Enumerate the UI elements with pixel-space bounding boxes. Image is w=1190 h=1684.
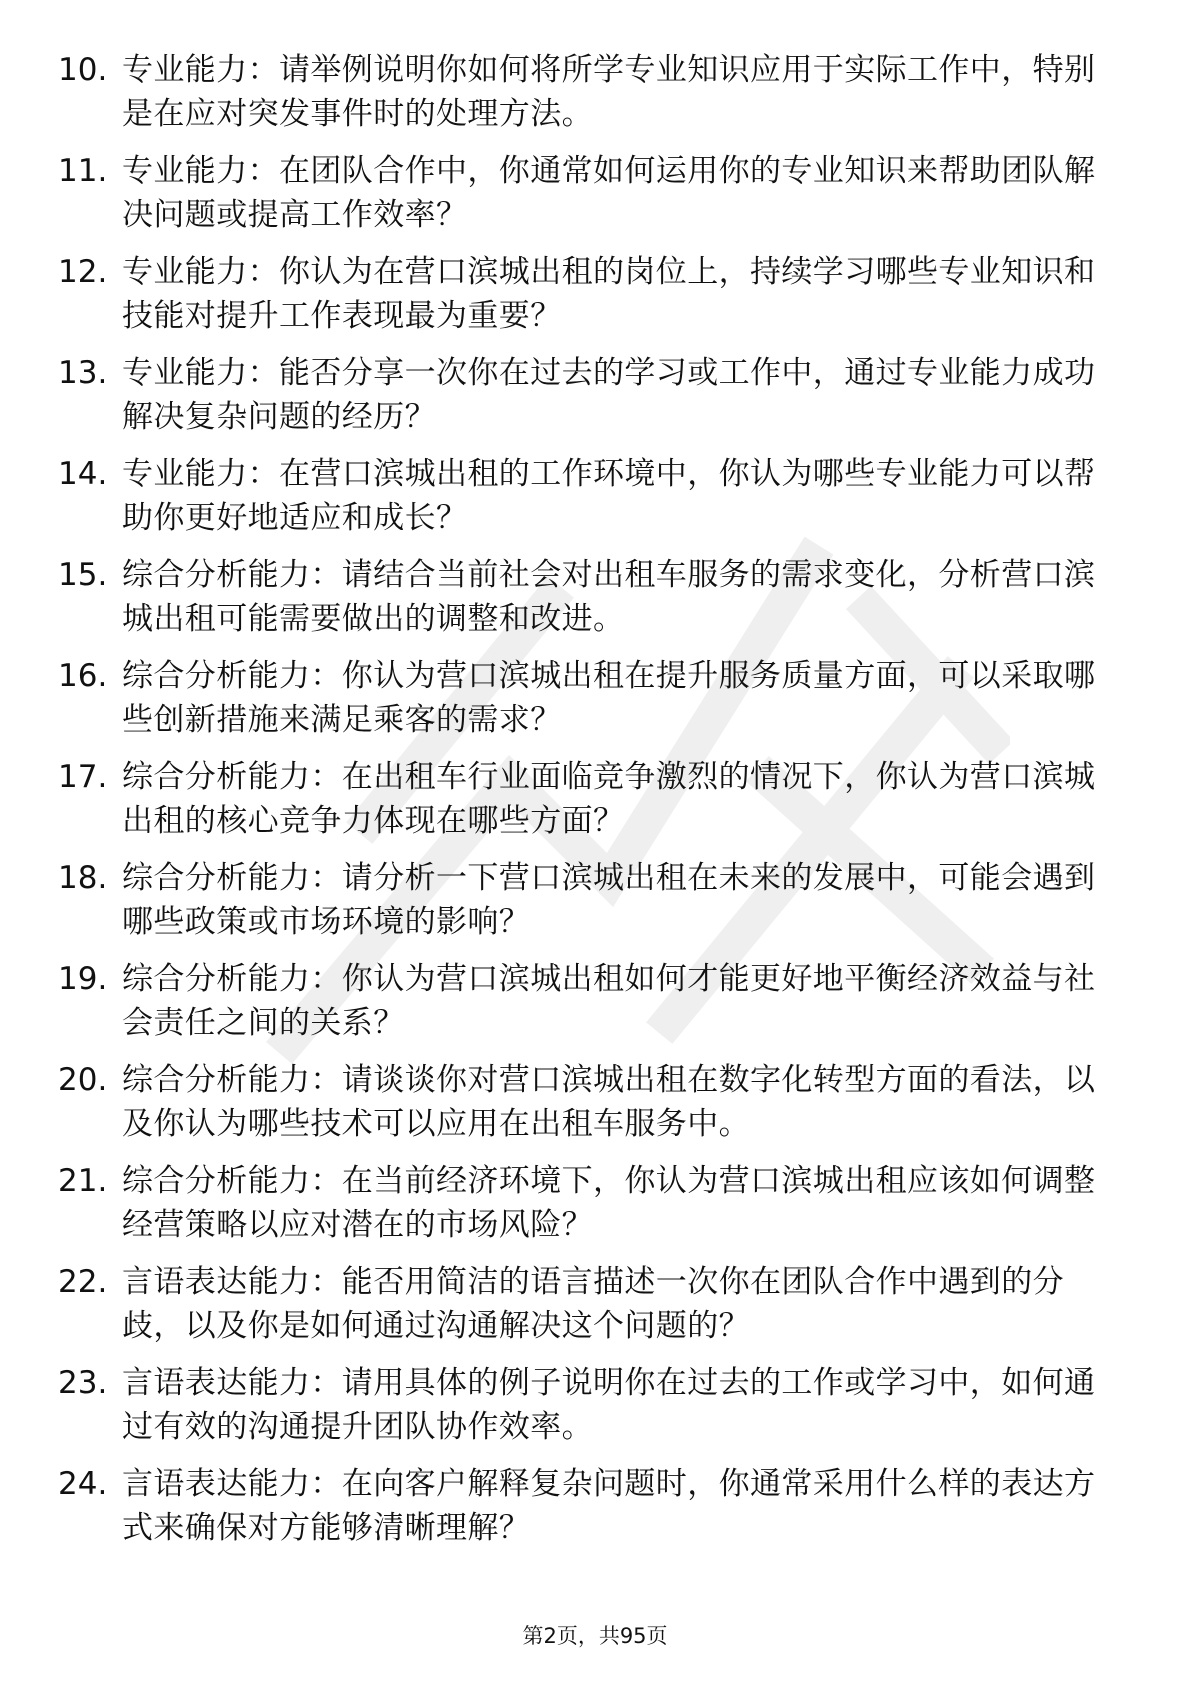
question-item — [58, 957, 1118, 1058]
question-list — [58, 48, 1118, 1563]
question-number: 20. — [58, 1062, 108, 1098]
question-text: 综合分析能力：在当前经济环境下，你认为营口滨城出租应该如何调整经营策略以应对潜在的市场风险？ — [122, 1163, 1096, 1243]
question-item — [58, 250, 1118, 351]
question-item — [58, 755, 1118, 856]
question-item — [58, 1260, 1118, 1361]
question-number: 24. — [58, 1466, 108, 1502]
question-text: 专业能力：在团队合作中，你通常如何运用你的专业知识来帮助团队解决问题或提高工作效率？ — [122, 153, 1096, 233]
question-item — [58, 856, 1118, 957]
question-number: 17. — [58, 759, 108, 795]
question-number: 22. — [58, 1264, 108, 1300]
question-item — [58, 1058, 1118, 1159]
question-item — [58, 1159, 1118, 1260]
question-item — [58, 553, 1118, 654]
question-text: 综合分析能力：请结合当前社会对出租车服务的需求变化，分析营口滨城出租可能需要做出的调整和改进。 — [122, 557, 1096, 637]
question-item — [58, 149, 1118, 250]
question-item — [58, 1462, 1118, 1563]
question-item — [58, 654, 1118, 755]
question-item — [58, 351, 1118, 452]
question-number: 11. — [58, 153, 108, 189]
question-number: 23. — [58, 1365, 108, 1401]
question-text: 言语表达能力：在向客户解释复杂问题时，你通常采用什么样的表达方式来确保对方能够清晰理解？ — [122, 1466, 1096, 1546]
question-item — [58, 452, 1118, 553]
question-number: 19. — [58, 961, 108, 997]
question-text: 专业能力：请举例说明你如何将所学专业知识应用于实际工作中，特别是在应对突发事件时的处理方法。 — [122, 52, 1096, 132]
question-number: 18. — [58, 860, 108, 896]
page-indicator: 第2页，共95页 — [522, 1624, 668, 1648]
question-text: 专业能力：在营口滨城出租的工作环境中，你认为哪些专业能力可以帮助你更好地适应和成长？ — [122, 456, 1096, 536]
question-item — [58, 1361, 1118, 1462]
question-number: 15. — [58, 557, 108, 593]
question-text: 言语表达能力：能否用简洁的语言描述一次你在团队合作中遇到的分歧，以及你是如何通过沟通解决这个问题的？ — [122, 1264, 1064, 1344]
question-number: 16. — [58, 658, 108, 694]
question-text: 专业能力：你认为在营口滨城出租的岗位上，持续学习哪些专业知识和技能对提升工作表现最为重要？ — [122, 254, 1096, 334]
question-number: 21. — [58, 1163, 108, 1199]
question-number: 12. — [58, 254, 108, 290]
question-text: 综合分析能力：你认为营口滨城出租在提升服务质量方面，可以采取哪些创新措施来满足乘客的需求？ — [122, 658, 1096, 738]
question-text: 综合分析能力：在出租车行业面临竞争激烈的情况下，你认为营口滨城出租的核心竞争力体现在哪些方面？ — [122, 759, 1096, 839]
question-number: 14. — [58, 456, 108, 492]
question-text: 综合分析能力：请分析一下营口滨城出租在未来的发展中，可能会遇到哪些政策或市场环境的影响？ — [122, 860, 1096, 940]
question-text: 综合分析能力：你认为营口滨城出租如何才能更好地平衡经济效益与社会责任之间的关系？ — [122, 961, 1096, 1041]
question-number: 13. — [58, 355, 108, 391]
question-text: 综合分析能力：请谈谈你对营口滨城出租在数字化转型方面的看法，以及你认为哪些技术可以应用在出租车服务中。 — [122, 1062, 1096, 1142]
question-text: 言语表达能力：请用具体的例子说明你在过去的工作或学习中，如何通过有效的沟通提升团队协作效率。 — [122, 1365, 1096, 1445]
question-item — [58, 48, 1118, 149]
question-text: 专业能力：能否分享一次你在过去的学习或工作中，通过专业能力成功解决复杂问题的经历？ — [122, 355, 1096, 435]
question-number: 10. — [58, 52, 108, 88]
